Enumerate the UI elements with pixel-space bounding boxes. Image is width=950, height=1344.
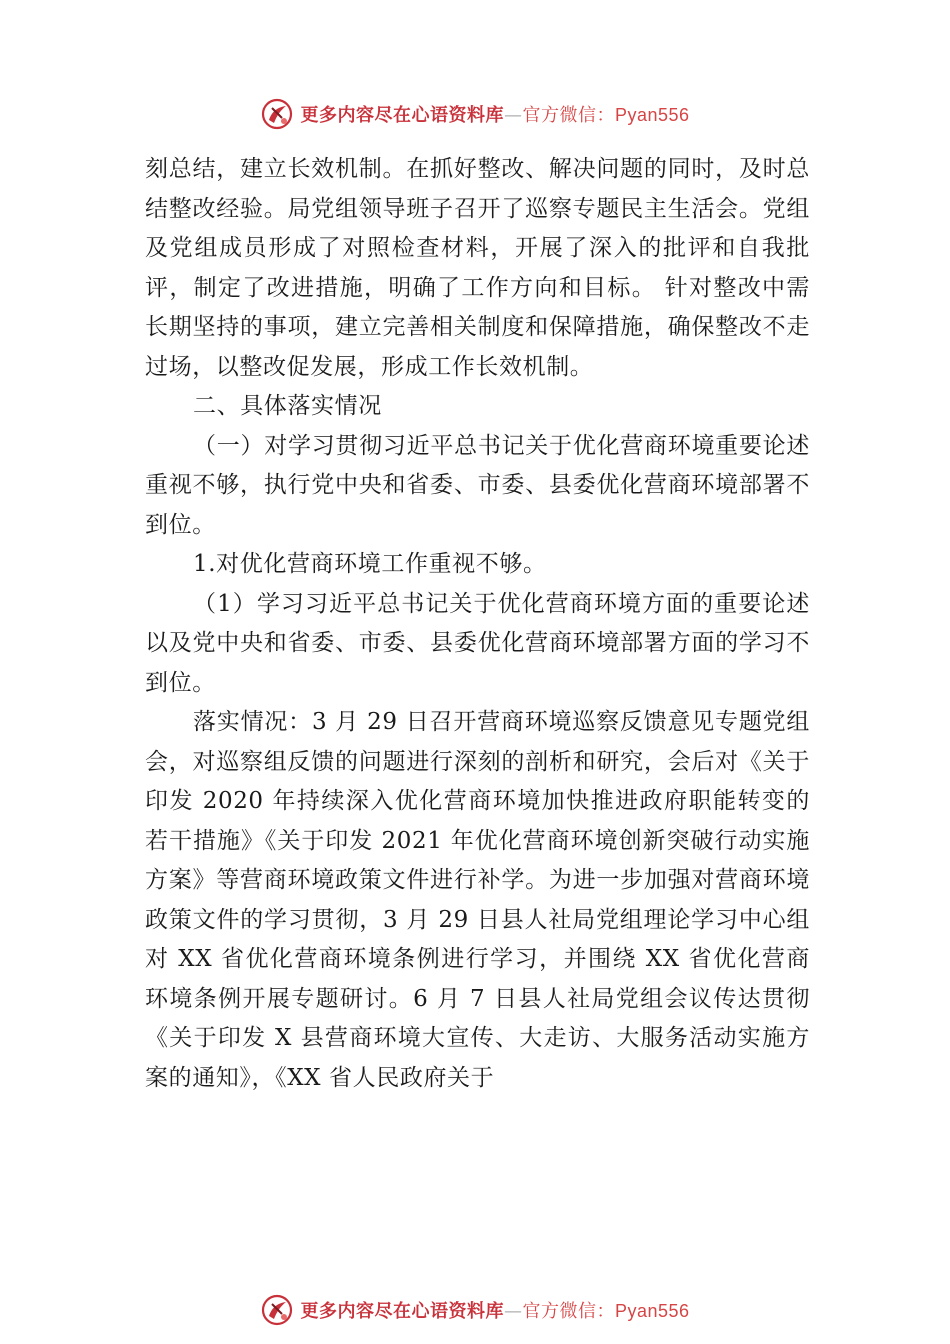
watermark-official-label: 官方微信： — [522, 105, 615, 126]
header-watermark — [0, 94, 950, 134]
watermark-separator: — — [503, 105, 523, 126]
implementation-paragraph: 落实情况：3 月 29 日召开营商环境巡察反馈意见专题党组会，对巡察组反馈的问题进行深刻的剖析和研究，会后对《关于印发 2020 年持续深入优化营商环境加快推进政府职能转变的若干措施》《关于印发 2021 年优化营商环境创新突破行动实施方案》等营商环境政策文件进行补学。为进一步加强对营商环境政策文件的学习贯彻，3 月 29 日县人社局党组理论学习中心组对 XX 省优化营商环境条例进行学习，并围绕 XX 省优化营商环境条例开展专题研讨。6 月 7 日县人社局党组会议传达贯彻《关于印发 X 县营商环境大宣传、大走访、大服务活动实施方案的通知》，《XX 省人民政府关于 — [145, 709, 810, 1091]
document-body — [145, 150, 810, 1098]
watermark-main-text: 更多内容尽在心语资料库 — [300, 105, 504, 126]
watermark-official-label: 官方微信： — [522, 1301, 615, 1322]
item-heading: 1.对优化营商环境工作重视不够。 — [193, 551, 547, 577]
paragraph-continuation: 刻总结，建立长效机制。在抓好整改、解决问题的同时，及时总结整改经验。局党组领导班子召开了巡察专题民主生活会。党组及党组成员形成了对照检查材料，开展了深入的批评和自我批评，制定了改进措施，明确了工作方向和目标。 针对整改中需长期坚持的事项，建立完善相关制度和保障措施，确保整改不走过场，以整改促发展，形成工作长效机制。 — [145, 156, 810, 380]
watermark-main-text: 更多内容尽在心语资料库 — [300, 1301, 504, 1322]
watermark-separator: — — [503, 1301, 523, 1322]
footer-watermark — [0, 1290, 950, 1330]
subsection-heading: （一）对学习贯彻习近平总书记关于优化营商环境重要论述重视不够，执行党中央和省委、市委、县委优化营商环境部署不到位。 — [145, 432, 810, 538]
subitem-heading: （1）学习习近平总书记关于优化营商环境方面的重要论述以及党中央和省委、市委、县委优化营商环境部署方面的学习不到位。 — [145, 590, 810, 696]
brand-logo-icon — [260, 1293, 294, 1327]
brand-logo-icon — [260, 97, 294, 131]
section-heading: 二、具体落实情况 — [193, 393, 382, 419]
watermark-handle: Pyan556 — [614, 105, 690, 125]
watermark-handle: Pyan556 — [614, 1301, 690, 1321]
